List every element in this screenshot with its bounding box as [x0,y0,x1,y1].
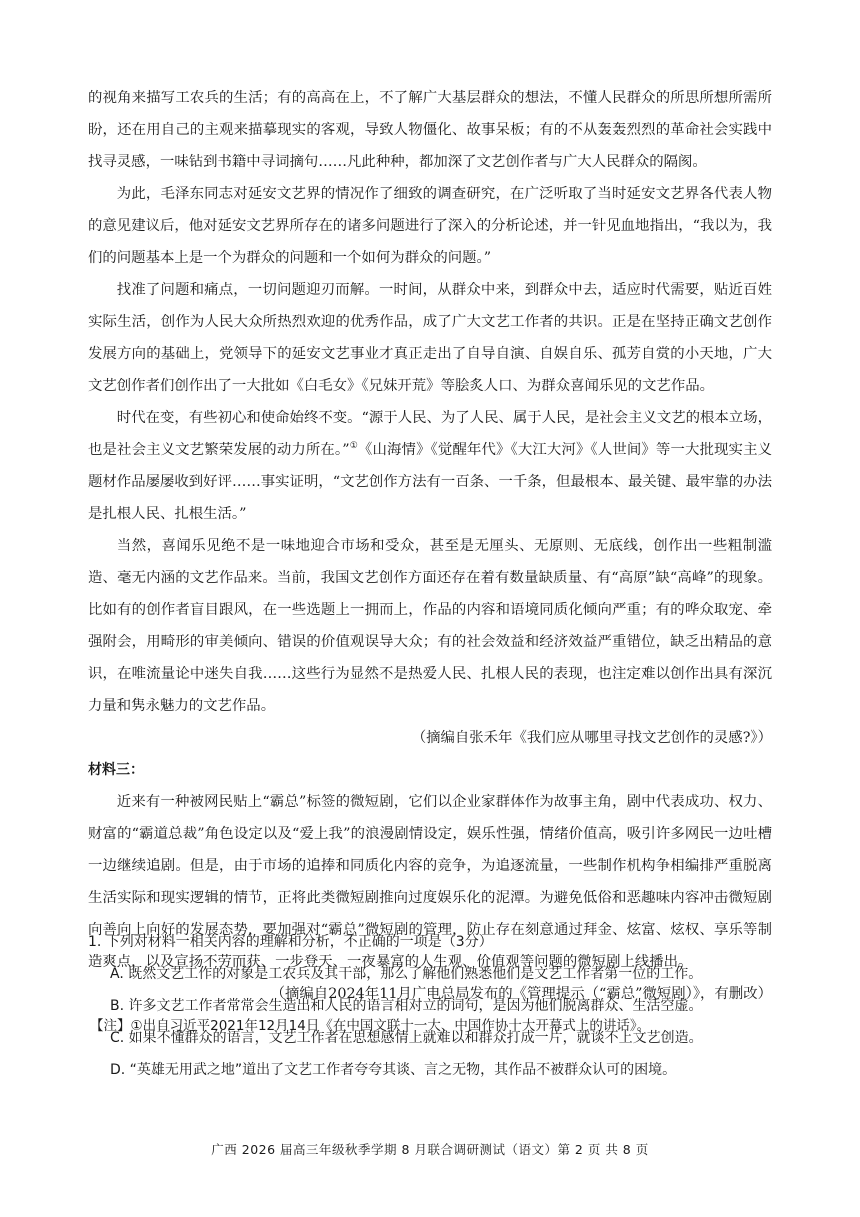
option-d: D. “英雄无用武之地”道出了文艺工作者夸夸其谈、言之无物，其作品不被群众认可的困境。 [110,1062,677,1078]
paragraph-mao-investigation: 为此，毛泽东同志对延安文艺界的情况作了细致的调查研究，在广泛听取了当时延安文艺界各代表人物的意见建议后，他对延安文艺界所存在的诸多问题进行了深入的分析论述，并一针见血地指出，“我以为，我们的问题基本上是一个为群众的问题和一个如何为群众的问题。” [88,186,772,266]
option-b: B. 许多文艺工作者常常会生造出和人民的语言相对立的词句，是因为他们脱离群众、生活空虚。 [110,998,703,1014]
question-stem: 1. 下列对材料一相关内容的理解和分析，不正确的一项是（3分） [88,934,493,950]
paragraph-micro-drama: 近来有一种被网民贴上“霸总”标签的微短剧，它们以企业家群体作为故事主角，剧中代表成功、权力、财富的“霸道总裁”角色设定以及“爱上我”的浪漫剧情设定，娱乐性强，情绪价值高，吸引许多网民一边吐槽一边继续追剧。但是，由于市场的追捧和同质化内容的竞争，为追逐流量，一些制作机构争相编排严重脱离生活实际和现实逻辑的情节，正将此类微短剧推向过度娱乐化的泥潭。为避免低俗和恶趣味内容冲击微短剧向善向上向好的发展态势，要加强对“霸总”微短剧的管理，防止存在刻意通过拜金、炫富、炫权、享乐等制造爽点，以及宣扬不劳而获、一步登天、一夜暴富的人生观、价值观等问题的微短剧上线播出。 [88,794,772,970]
reading-material [88,82,772,1042]
source-material-three: （摘编自2024年11月广电总局发布的《管理提示（“霸总”微短剧）》，有删改） [270,986,772,1002]
footnote: 【注】①出自习近平2021年12月14日《在中国文联十一大、中国作协十大开幕式上的讲话》。 [90,1018,651,1034]
source-material-two: （摘编自张禾年《我们应从哪里寻找文艺创作的灵感?》） [411,730,772,746]
paragraph-times-change-a: 时代在变，有些初心和使命始终不变。“源于人民、为了人民、属于人民，是社会主义文艺的根本立场，也是社会主义文艺繁荣发展的动力所在。” [88,410,772,458]
paragraph-times-change [88,402,772,530]
footnote-mark: ① [349,441,358,452]
question-1 [88,926,788,1086]
material-three-heading: 材料三： [88,762,144,778]
option-a: A. 既然文艺工作的对象是工农兵及其干部，那么了解他们熟悉他们是文艺工作者第一位的工作。 [110,966,703,982]
paragraph-times-change-b: 《山海情》《觉醒年代》《大江大河》《人世间》等一大批现实主义题材作品屡屡收到好评……事实证明，“文艺创作方法有一百条、一千条，但最根本、最关键、最牢靠的办法是扎根人民、扎根生活。” [88,442,772,522]
page-footer: 广西 2026 届高三年级秋季学期 8 月联合调研测试（语文）第 2 页 共 8 页 [211,1142,649,1157]
paragraph-popularity: 当然，喜闻乐见绝不是一味地迎合市场和受众，甚至是无厘头、无原则、无底线，创作出一些粗制滥造、毫无内涵的文艺作品来。当前，我国文艺创作方面还存在着有数量缺质量、有“高原”缺“高峰”的现象。比如有的创作者盲目跟风，在一些选题上一拥而上，作品的内容和语境同质化倾向严重；有的哗众取宠、牵强附会，用畸形的审美倾向、错误的价值观误导大众；有的社会效益和经济效益严重错位，缺乏出精品的意识，在唯流量论中迷失自我……这些行为显然不是热爱人民、扎根人民的表现，也注定难以创作出具有深沉力量和隽永魅力的文艺作品。 [88,538,772,714]
paragraph-continued: 的视角来描写工农兵的生活；有的高高在上，不了解广大基层群众的想法，不懂人民群众的所思所想所需所盼，还在用自己的主观来描摹现实的客观，导致人物僵化、故事呆板；有的不从轰轰烈烈的革命社会实践中找寻灵感，一味钻到书籍中寻词摘句……凡此种种，都加深了文艺创作者与广大人民群众的隔阂。 [88,90,772,170]
paragraph-problem-solved: 找准了问题和痛点，一切问题迎刃而解。一时间，从群众中来，到群众中去，适应时代需要，贴近百姓实际生活，创作为人民大众所热烈欢迎的优秀作品，成了广大文艺工作者的共识。正是在坚持正确文艺创作发展方向的基础上，党领导下的延安文艺事业才真正走出了自导自演、自娱自乐、孤芳自赏的小天地，广大文艺创作者们创作出了一大批如《白毛女》《兄妹开荒》等脍炙人口、为群众喜闻乐见的文艺作品。 [88,282,772,394]
option-c: C. 如果不懂群众的语言，文艺工作者在思想感情上就难以和群众打成一片，就谈不上文艺创造。 [110,1030,703,1046]
